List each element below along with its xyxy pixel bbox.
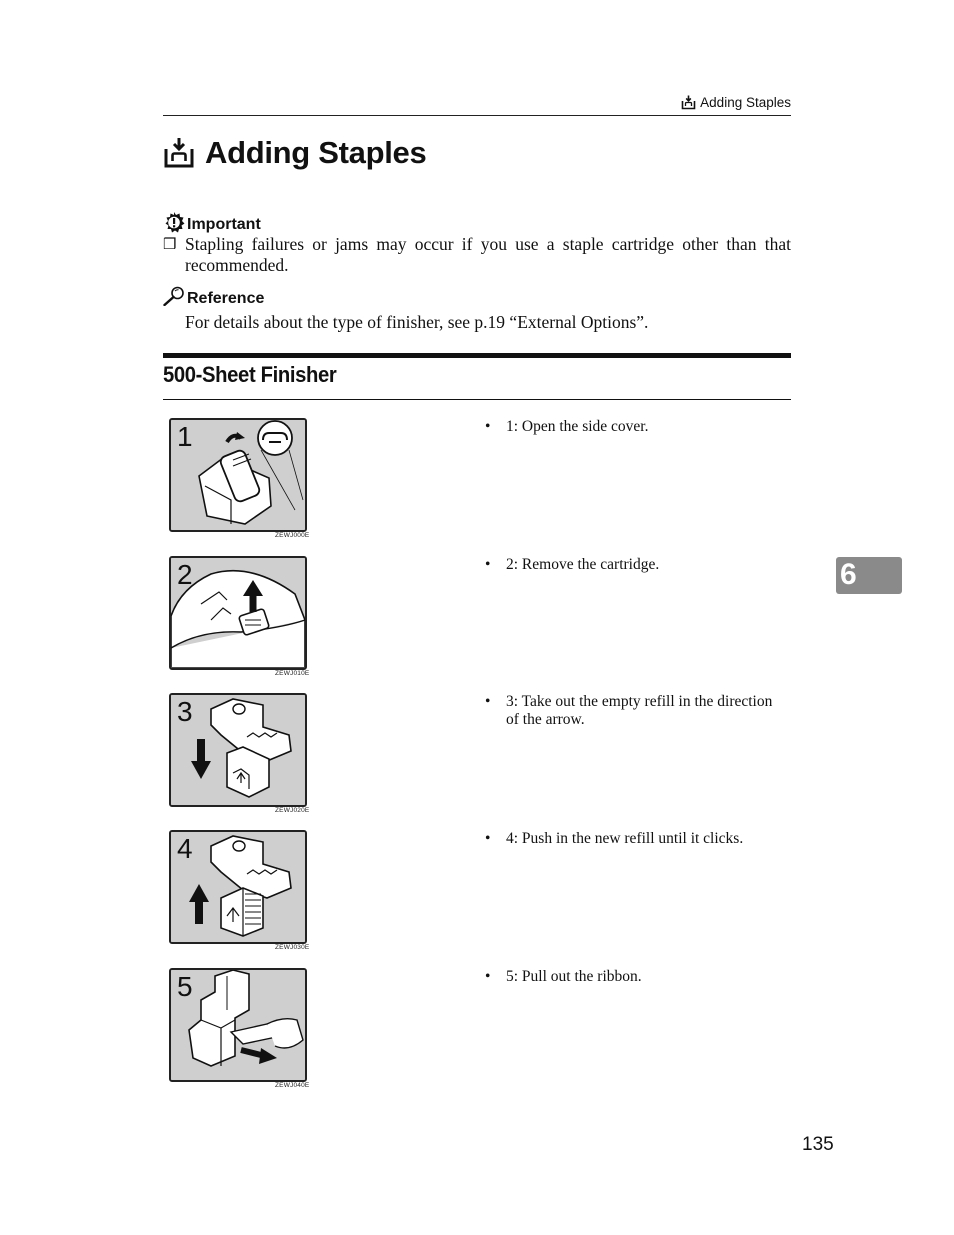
page-number: 135 [802,1134,834,1155]
step-description [485,556,785,574]
step-1 [163,418,791,548]
step-illustration [169,693,307,807]
bullet: • [485,693,491,710]
step-text: 3: Take out the empty refill in the direction of the arrow. [506,693,773,728]
step-number: 3 [177,696,193,727]
step-text: 4: Push in the new refill until it clicks. [506,830,744,847]
step-illustration [169,418,307,532]
step-description [485,418,785,436]
step-text: 5: Pull out the ribbon. [506,968,642,985]
step-number: 4 [177,833,193,864]
step-5 [163,968,791,1098]
page-title [163,135,426,171]
important-item [163,234,791,276]
running-head [163,95,791,116]
checkbox-icon: ❒ [163,237,177,253]
step-text: 2: Remove the cartridge. [506,556,660,573]
step-illustration [169,556,307,670]
step-number: 2 [177,559,193,590]
step-description [485,968,785,986]
figure-code: ZEWJ010E [275,670,310,677]
staple-icon [163,137,195,169]
step-description [485,830,785,848]
step-illustration [169,830,307,944]
bullet: • [485,830,491,847]
step-text: 1: Open the side cover. [506,418,649,435]
figure-code: ZEWJ000E [275,532,310,539]
section-rule-top [163,353,791,358]
chapter-number: 6 [840,558,857,591]
figure-code: ZEWJ040E [275,1082,310,1089]
section-rule-bottom [163,399,791,400]
section-title: 500-Sheet Finisher [163,362,337,387]
page-title-text: Adding Staples [205,135,427,170]
important-item-text: Stapling failures or jams may occur if you use a staple cartridge other than that recommended. [185,234,791,275]
running-head-title: Adding Staples [700,95,791,110]
bullet: • [485,556,491,573]
step-4 [163,830,791,960]
figure-code: ZEWJ020E [275,807,310,814]
figure-code: ZEWJ030E [275,944,310,951]
reference-text: For details about the type of finisher, see p.19 “External Options”. [185,312,649,332]
step-3 [163,693,791,823]
chapter-tab [836,557,902,594]
staple-icon [681,95,696,110]
running-head-content [681,95,791,110]
reference-label: Reference [187,289,265,307]
step-number: 5 [177,971,193,1002]
step-2 [163,556,791,686]
bullet: • [485,418,491,435]
important-label: Important [187,215,261,233]
step-number: 1 [177,421,193,452]
reference-heading [163,286,264,311]
step-description [485,693,785,729]
bullet: • [485,968,491,985]
magnifier-icon [163,286,185,311]
step-illustration [169,968,307,1082]
